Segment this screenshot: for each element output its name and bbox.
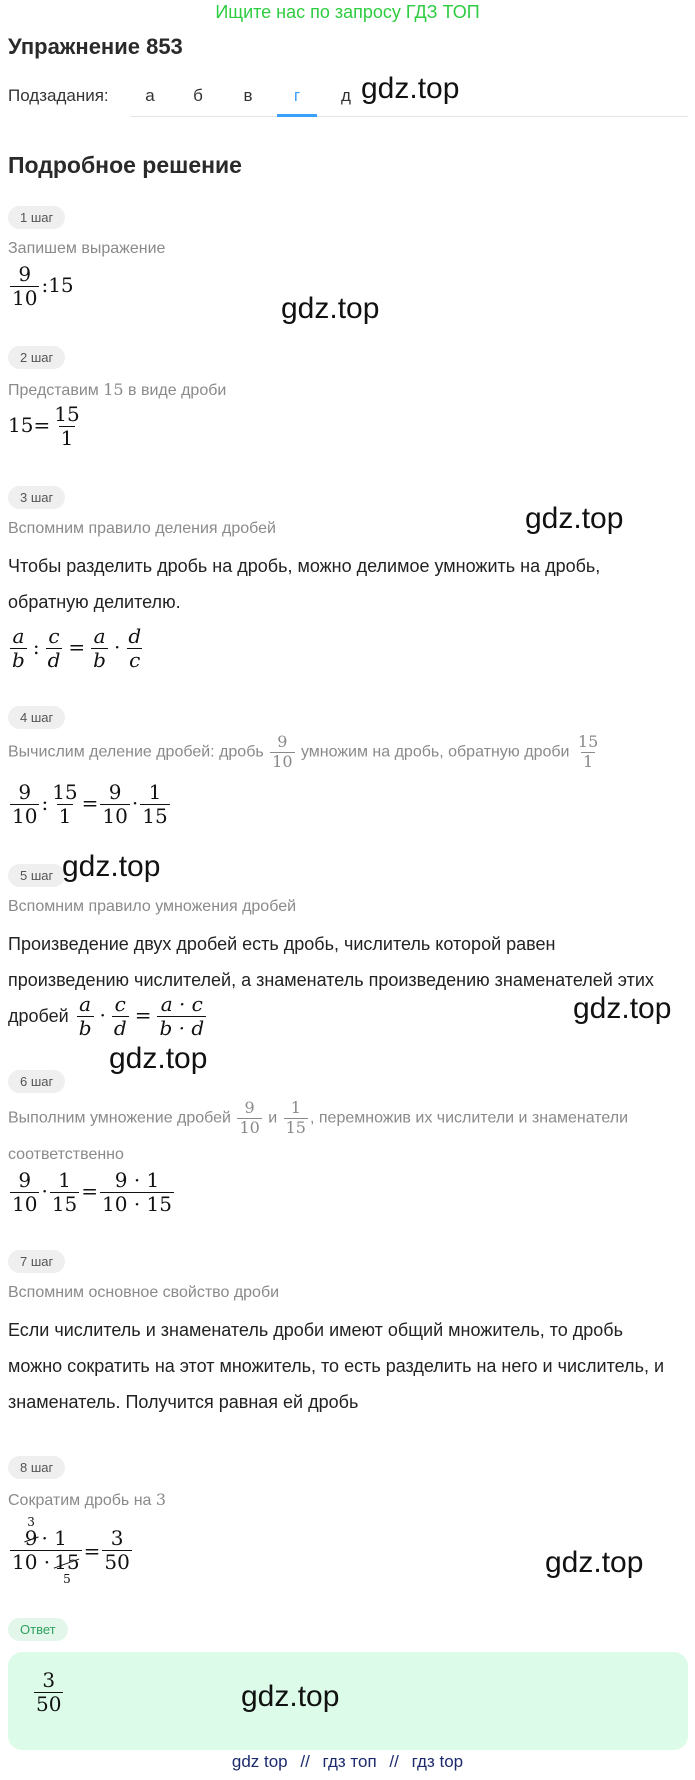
watermark: gdz.top bbox=[525, 502, 624, 535]
tab-a[interactable]: а bbox=[145, 86, 155, 105]
math-expression: $\frac{9}{10}$ : $\frac{15}{1}$ = $\frac{9}{10}$ · $\frac{1}{15}$ bbox=[12, 780, 168, 828]
tabs-divider bbox=[130, 116, 688, 117]
page-title: Упражнение 853 bbox=[8, 34, 183, 59]
active-tab-indicator bbox=[277, 114, 317, 117]
watermark: gdz.top bbox=[281, 292, 380, 325]
step-badge: 7 шаг bbox=[8, 1250, 65, 1273]
tab-d[interactable]: д bbox=[341, 86, 351, 105]
subtasks-label: Подзадания: bbox=[8, 86, 109, 105]
math-reduction: 3 9 · 1 10 · 15 5 = $\frac{3}{50}$ bbox=[12, 1515, 130, 1586]
footer-link[interactable]: gdz top bbox=[231, 1752, 288, 1771]
step-caption: Вспомним правило умножения дробей bbox=[8, 898, 297, 915]
rule-text: произведению числителей, а знаменатель произведению знаменателей этих bbox=[8, 970, 654, 990]
step-caption: Вычислим деление дробей: дробь $\frac{9}{10}$ умножим на дробь, обратную дроби $\frac{15}{1}$ bbox=[8, 732, 599, 771]
step-caption: соответственно bbox=[8, 1146, 124, 1163]
step-badge: 3 шаг bbox=[8, 486, 65, 509]
answer-box bbox=[8, 1652, 688, 1750]
rule-text: Если числитель и знаменатель дроби имеют общий множитель, то дробь bbox=[8, 1320, 623, 1340]
footer-link[interactable]: гдз топ bbox=[322, 1752, 377, 1771]
math-expression: $\frac{9}{10}$ :15 bbox=[12, 262, 74, 310]
step-badge: 1 шаг bbox=[8, 206, 65, 229]
watermark: gdz.top bbox=[62, 850, 161, 883]
watermark: gdz.top bbox=[241, 1680, 340, 1713]
step-caption: Сократим дробь на 3 bbox=[8, 1490, 167, 1509]
answer-fraction: $\frac{3}{50}$ bbox=[36, 1668, 62, 1716]
rule-text: обратную делителю. bbox=[8, 592, 181, 612]
math-formula: $\frac{a}{b}$ : $\frac{c}{d}$ = $\frac{a}{b}$ · $\frac{d}{c}$ bbox=[12, 624, 142, 672]
top-banner[interactable]: Ищите нас по запросу ГДЗ ТОП bbox=[215, 2, 480, 22]
footer-links bbox=[0, 1752, 695, 1772]
rule-text: можно сократить на этот множитель, то есть разделить на него и числитель, и bbox=[8, 1356, 664, 1376]
step-badge: 6 шаг bbox=[8, 1070, 65, 1093]
tab-b[interactable]: б bbox=[193, 86, 203, 105]
section-title: Подробное решение bbox=[8, 152, 242, 178]
step-caption: Вспомним правило деления дробей bbox=[8, 520, 276, 537]
rule-text-with-formula: дробей $\frac{a}{b}$ · $\frac{c}{d}$ = $\frac{a \cdot c}{b \cdot d}$ bbox=[8, 992, 205, 1040]
tab-v[interactable]: в bbox=[243, 86, 253, 105]
footer-separator: // bbox=[300, 1752, 310, 1771]
step-caption: Вспомним основное свойство дроби bbox=[8, 1284, 280, 1301]
step-badge: 5 шаг bbox=[8, 864, 65, 887]
answer-badge: Ответ bbox=[8, 1618, 68, 1641]
watermark: gdz.top bbox=[361, 72, 460, 105]
footer-separator: // bbox=[389, 1752, 399, 1771]
step-badge: 2 шаг bbox=[8, 346, 65, 369]
rule-text: Чтобы разделить дробь на дробь, можно делимое умножить на дробь, bbox=[8, 556, 601, 576]
tab-g-active[interactable]: г bbox=[293, 86, 301, 105]
rule-text: знаменатель. Получится равная ей дробь bbox=[8, 1392, 359, 1412]
watermark: gdz.top bbox=[109, 1042, 208, 1075]
step-caption: Представим 15 в виде дроби bbox=[8, 380, 227, 399]
rule-text: Произведение двух дробей есть дробь, числитель которой равен bbox=[8, 934, 556, 954]
step-caption: Запишем выражение bbox=[8, 240, 166, 257]
watermark: gdz.top bbox=[573, 992, 672, 1025]
footer-link[interactable]: гдз top bbox=[411, 1752, 464, 1771]
step-badge: 8 шаг bbox=[8, 1456, 65, 1479]
watermark: gdz.top bbox=[545, 1546, 644, 1579]
math-expression: $\frac{9}{10}$ · $\frac{1}{15}$ = $\frac{9 \cdot 1}{10 \cdot 15}$ bbox=[12, 1168, 173, 1216]
step-badge: 4 шаг bbox=[8, 706, 65, 729]
step-caption: Выполним умножение дробей $\frac{9}{10}$ и $\frac{1}{15}$ , перемножив их числители и знаменатели bbox=[8, 1098, 629, 1137]
math-expression: 15= $\frac{15}{1}$ bbox=[8, 402, 80, 450]
